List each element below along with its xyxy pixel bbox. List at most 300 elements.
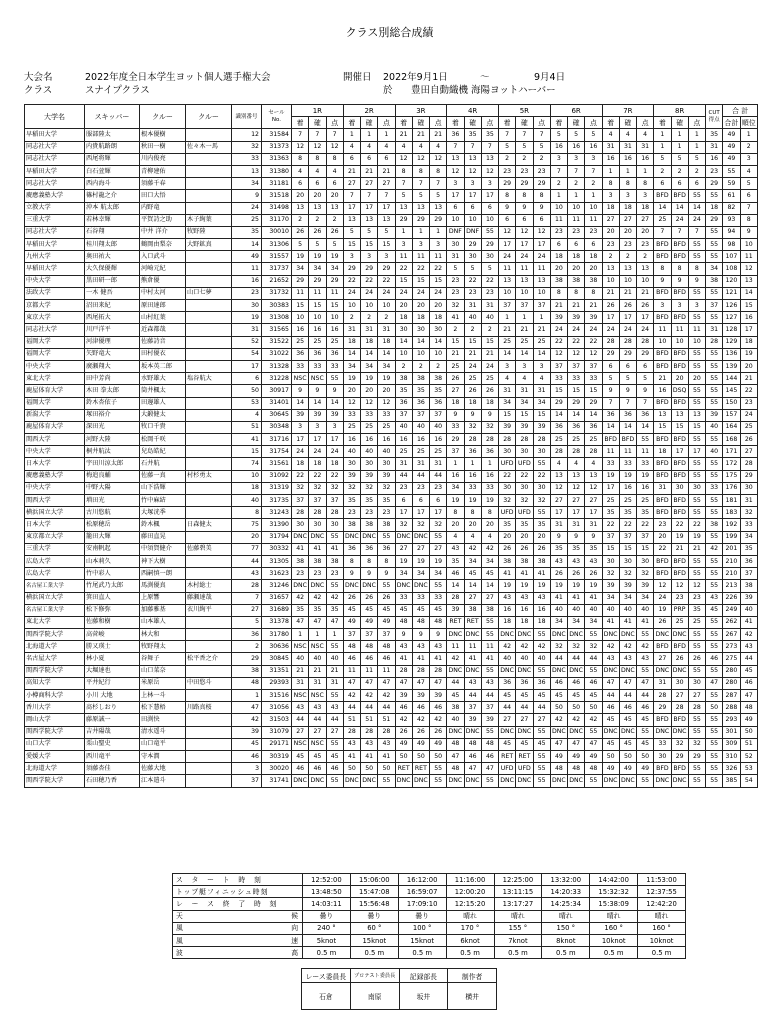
cell-total: 129 (723, 336, 740, 348)
cell-race-score: DNC (464, 726, 481, 738)
cell-skipper: 安南帆起 (85, 543, 140, 555)
cell-race-score: 16 (326, 324, 343, 336)
cell-race-score: 29 (326, 275, 343, 287)
cell-race-score: 31 (637, 141, 654, 153)
cell-race-score: 45 (602, 714, 619, 726)
cell-race-score: 37 (550, 360, 567, 372)
cell-race-score: 26 (430, 726, 447, 738)
cell-total: 128 (723, 324, 740, 336)
cell-race-score: 36 (619, 409, 636, 421)
cell-race-score: 7 (447, 141, 464, 153)
cell-race-score: 42 (481, 543, 498, 555)
cell-race-score: 55 (481, 226, 498, 238)
cell-race-score: 16 (516, 604, 533, 616)
cell-race-score: 11 (637, 446, 654, 458)
cell-sail-id: 7 (232, 592, 262, 604)
cell-cut: 18 (706, 202, 723, 214)
cell-race-score: 8 (568, 287, 585, 299)
cell-race-score: 41 (637, 616, 654, 628)
cell-crew1: 山口竜平 (140, 738, 186, 750)
cell-race-score: 34 (412, 568, 429, 580)
cell-race-score: 9 (309, 385, 326, 397)
cell-race-score: 23 (361, 507, 378, 519)
cell-race-score: 36 (637, 409, 654, 421)
cell-race-score: 38 (464, 604, 481, 616)
race-conditions-table (172, 873, 686, 959)
condition-value: 10knot (590, 934, 638, 946)
cell-race-score: 35 (619, 507, 636, 519)
header-total: 合 計 (723, 105, 758, 117)
cell-sail-no: 31732 (262, 287, 292, 299)
cell-race-score: 18 (516, 616, 533, 628)
cell-race-score: 10 (637, 275, 654, 287)
cell-race-score: DNC (671, 726, 688, 738)
cell-race-score: 3 (378, 251, 395, 263)
cell-crew2 (186, 324, 232, 336)
cell-total: 136 (723, 348, 740, 360)
cell-sail-id: 34 (232, 178, 262, 190)
cell-race-score: 32 (481, 421, 498, 433)
cell-cut: 37 (706, 300, 723, 312)
cell-univ: 同志社大学 (25, 226, 85, 238)
cell-race-score: DNC (671, 629, 688, 641)
cell-race-score: 40 (619, 604, 636, 616)
cell-race-score: 12 (516, 226, 533, 238)
cell-univ: 早稲田大学 (25, 263, 85, 275)
cell-crew1: 平賀詩之助 (140, 214, 186, 226)
cell-race-score: 7 (637, 397, 654, 409)
cell-race-score: 26 (654, 616, 671, 628)
cell-race-score: 18 (637, 202, 654, 214)
cell-race-score: 20 (395, 300, 412, 312)
cell-race-score: 38 (309, 555, 326, 567)
result-row (25, 738, 758, 750)
cell-race-score: RET (516, 750, 533, 762)
cell-race-score: 55 (585, 726, 602, 738)
cell-crew2 (186, 738, 232, 750)
cell-race-score: 1 (602, 165, 619, 177)
condition-label: レ ー ス 終 了 時 刻 (173, 898, 303, 910)
cell-race-score: 48 (378, 641, 395, 653)
cell-race-score: 35 (343, 495, 360, 507)
cell-race-score: BFD (654, 458, 671, 470)
cell-race-score: 25 (533, 336, 550, 348)
cell-race-score: 12 (412, 153, 429, 165)
cell-skipper: 佐藤和樹 (85, 616, 140, 628)
result-row (25, 763, 758, 775)
cell-race-score: 27 (688, 690, 705, 702)
cell-race-score: 38 (481, 604, 498, 616)
cell-race-score: 13 (395, 202, 412, 214)
cell-race-score: 2 (568, 178, 585, 190)
cell-race-score: 50 (378, 763, 395, 775)
cell-race-score: 32 (637, 568, 654, 580)
cell-race-score: 29 (292, 275, 309, 287)
cell-sail-no: 31754 (262, 446, 292, 458)
cell-race-score: 35 (395, 385, 412, 397)
cell-race-score: 6 (481, 202, 498, 214)
cell-univ: 中央大学 (25, 275, 85, 287)
cell-race-score: 33 (378, 409, 395, 421)
cell-race-score: 26 (619, 300, 636, 312)
cell-cut: 55 (706, 531, 723, 543)
cell-race-score: 1 (481, 458, 498, 470)
cell-race-score: 1 (499, 312, 516, 324)
cell-race-score: 41 (585, 592, 602, 604)
cell-total: 139 (723, 360, 740, 372)
cell-race-score: 39 (499, 421, 516, 433)
cell-rank: 33 (740, 519, 758, 531)
cell-race-score: 4 (516, 373, 533, 385)
cell-race-score: 42 (395, 714, 412, 726)
cell-rank: 8 (740, 214, 758, 226)
cell-cut: 55 (706, 373, 723, 385)
cell-race-score: 23 (447, 287, 464, 299)
cell-race-score: 40 (585, 604, 602, 616)
results-table (24, 104, 758, 788)
cell-crew1: 筒井楓太 (140, 385, 186, 397)
cell-race-score: 3 (585, 153, 602, 165)
cell-sail-no: 31401 (262, 397, 292, 409)
cell-race-score: 11 (447, 641, 464, 653)
cell-sail-id: 38 (232, 665, 262, 677)
cell-univ: 同志社大学 (25, 324, 85, 336)
cell-race-score: 13 (481, 153, 498, 165)
cell-sail-id: 13 (232, 165, 262, 177)
cell-skipper: 河野大陸 (85, 434, 140, 446)
cell-race-score: 15 (654, 421, 671, 433)
date-end: 9月4日 (534, 72, 566, 83)
cell-race-score: DNC (361, 775, 378, 787)
cell-race-score: 20 (654, 531, 671, 543)
cell-race-score: 20 (378, 385, 395, 397)
cell-race-score: 9 (343, 568, 360, 580)
cell-cut: 55 (706, 348, 723, 360)
cell-univ: 小樽商科大学 (25, 690, 85, 702)
header-race-1: 1R (292, 105, 344, 117)
cell-skipper: 藤原誠一 (85, 714, 140, 726)
cell-race-score: 1 (550, 190, 567, 202)
cell-race-score: BFD (619, 434, 636, 446)
condition-value: 100 ° (398, 922, 446, 934)
page-title: クラス別総合成績 (345, 26, 434, 39)
cell-race-score: 35 (464, 129, 481, 141)
cell-race-score: 55 (688, 251, 705, 263)
cell-race-score: 55 (430, 580, 447, 592)
cell-race-score: 41 (309, 543, 326, 555)
cell-race-score: 43 (412, 641, 429, 653)
cell-race-score: 40 (568, 604, 585, 616)
cell-race-score: 45 (516, 738, 533, 750)
cell-sail-id: 4 (232, 409, 262, 421)
cell-race-score: DNC (602, 775, 619, 787)
cell-race-score: 35 (637, 507, 654, 519)
cell-univ: 名古屋工業大学 (25, 580, 85, 592)
cell-race-score: 26 (326, 226, 343, 238)
condition-value: 曇り (303, 910, 351, 922)
cell-race-score: 24 (533, 251, 550, 263)
cell-race-score: 5 (533, 141, 550, 153)
cell-race-score: 20 (568, 263, 585, 275)
cell-sail-no: 31390 (262, 519, 292, 531)
cell-total: 262 (723, 616, 740, 628)
condition-value: 曇り (398, 910, 446, 922)
cell-race-score: BFD (654, 555, 671, 567)
cell-race-score: 6 (395, 495, 412, 507)
cell-race-score: 30 (516, 446, 533, 458)
cell-total: 293 (723, 714, 740, 726)
cell-race-score: 15 (671, 421, 688, 433)
cell-race-score: 31 (516, 385, 533, 397)
cell-cut: 55 (706, 434, 723, 446)
cell-race-score: 30 (671, 677, 688, 689)
cell-race-score: 8 (654, 263, 671, 275)
cell-race-score: 29 (378, 263, 395, 275)
cell-race-score: 19 (343, 373, 360, 385)
cell-race-score: 55 (430, 775, 447, 787)
cell-race-score: 49 (412, 738, 429, 750)
cell-race-score: 23 (481, 287, 498, 299)
cell-race-score: 39 (395, 690, 412, 702)
cell-race-score: UFD (516, 458, 533, 470)
cell-race-score: 23 (516, 165, 533, 177)
cell-race-score: 1 (516, 312, 533, 324)
cell-race-score: 30 (326, 519, 343, 531)
cell-sail-no: 31498 (262, 202, 292, 214)
condition-label-left: 風 (176, 924, 184, 933)
cell-race-score: DNC (550, 665, 567, 677)
cell-race-score: 20 (292, 190, 309, 202)
cell-race-score: NSC (309, 690, 326, 702)
cell-race-score: 48 (361, 641, 378, 653)
cell-race-score: 8 (516, 190, 533, 202)
cell-race-score: 30 (499, 446, 516, 458)
cell-race-score: 40 (447, 714, 464, 726)
cell-race-score: 17 (550, 507, 567, 519)
cell-crew1: 谷舞子 (140, 653, 186, 665)
cell-race-score: 34 (602, 592, 619, 604)
cell-race-score: 55 (688, 665, 705, 677)
cell-race-score: 19 (481, 495, 498, 507)
cell-race-score: 1 (343, 129, 360, 141)
cell-race-score: 24 (309, 446, 326, 458)
condition-label-right: 候 (291, 912, 299, 921)
cell-race-score: 14 (343, 348, 360, 360)
cell-crew2 (186, 336, 232, 348)
cell-race-score: 30 (516, 482, 533, 494)
cell-race-score: 4 (361, 141, 378, 153)
cell-race-score: 25 (654, 214, 671, 226)
cell-sail-id: 3 (232, 763, 262, 775)
cell-race-score: 35 (585, 543, 602, 555)
cell-race-score: 5 (464, 263, 481, 275)
cell-race-score: 36 (343, 543, 360, 555)
cell-sail-id: 40 (232, 495, 262, 507)
cell-race-score: 1 (688, 129, 705, 141)
cell-race-score: 30 (688, 677, 705, 689)
cell-total: 280 (723, 665, 740, 677)
cell-skipper: 鈴木杏依子 (85, 397, 140, 409)
cell-race-score: 9 (430, 629, 447, 641)
cell-race-score: 8 (412, 165, 429, 177)
cell-race-score: 55 (481, 629, 498, 641)
cell-race-score: 14 (516, 348, 533, 360)
cell-race-score: 6 (688, 178, 705, 190)
condition-value: 15:06:00 (350, 874, 398, 886)
condition-value: 0.5 m (398, 947, 446, 959)
cell-sail-id: 33 (232, 153, 262, 165)
cell-race-score: 28 (378, 726, 395, 738)
cell-race-score: 26 (671, 653, 688, 665)
cell-race-score: 19 (361, 373, 378, 385)
cell-race-score: 28 (585, 446, 602, 458)
cell-race-score: 28 (481, 434, 498, 446)
cell-race-score: 4 (292, 165, 309, 177)
cell-race-score: 27 (499, 714, 516, 726)
cell-race-score: 15 (550, 385, 567, 397)
cell-race-score: 35 (412, 385, 429, 397)
cell-race-score: 38 (361, 519, 378, 531)
cell-race-score: 25 (361, 421, 378, 433)
cell-skipper: 沖本 航太郎 (85, 202, 140, 214)
cell-race-score: 32 (550, 641, 567, 653)
cell-skipper: 須藤杏佳 (85, 763, 140, 775)
cell-race-score: 4 (343, 141, 360, 153)
cell-race-score: BFD (671, 251, 688, 263)
cell-race-score: 55 (430, 531, 447, 543)
cell-race-score: 12 (361, 397, 378, 409)
cell-race-score: 22 (464, 275, 481, 287)
cell-race-score: 44 (499, 702, 516, 714)
cell-race-score: 14 (619, 421, 636, 433)
cell-race-score: 6 (637, 360, 654, 372)
cell-race-score: 55 (688, 555, 705, 567)
cell-race-score: 30 (533, 482, 550, 494)
cell-sail-id: 45 (232, 738, 262, 750)
cell-crew1: 兒島皓紀 (140, 446, 186, 458)
cell-race-score: 15 (412, 275, 429, 287)
cell-univ: 福岡大学 (25, 336, 85, 348)
cell-race-score: 35 (533, 519, 550, 531)
cell-race-score: 9 (516, 202, 533, 214)
cell-race-score: UFD (499, 507, 516, 519)
cell-race-score: 46 (309, 763, 326, 775)
cell-race-score: 33 (464, 482, 481, 494)
cell-race-score: 4 (481, 531, 498, 543)
cell-race-score: 50 (568, 702, 585, 714)
cell-sail-no: 31716 (262, 434, 292, 446)
cell-race-score: 26 (637, 300, 654, 312)
cell-race-score: 30 (395, 324, 412, 336)
cell-race-score: 17 (499, 239, 516, 251)
cell-rank: 41 (740, 616, 758, 628)
cell-race-score: 18 (292, 458, 309, 470)
cell-race-score: 6 (516, 214, 533, 226)
cell-race-score: 45 (619, 714, 636, 726)
cell-race-score: 33 (361, 409, 378, 421)
cell-race-score: 10 (412, 348, 429, 360)
cell-race-score: 31 (464, 300, 481, 312)
cell-race-score: 21 (619, 287, 636, 299)
cell-race-score: DNC (602, 629, 619, 641)
cell-race-score: 8 (533, 190, 550, 202)
cell-race-score: 37 (637, 531, 654, 543)
cell-sail-id: 2 (232, 641, 262, 653)
cell-race-score: 55 (585, 629, 602, 641)
cell-race-score: 15 (688, 421, 705, 433)
cell-race-score: 25 (292, 336, 309, 348)
condition-value: 0.5 m (350, 947, 398, 959)
cell-sail-no: 31565 (262, 324, 292, 336)
result-row (25, 409, 758, 421)
cell-total: 49 (723, 129, 740, 141)
cell-race-score: 2 (464, 324, 481, 336)
cell-race-score: 1 (568, 190, 585, 202)
signature-name: 横井 (448, 983, 497, 1010)
cell-race-score: 43 (533, 592, 550, 604)
cell-crew1: 中井 洋介 (140, 226, 186, 238)
cell-sail-no: 31373 (262, 141, 292, 153)
cell-skipper: 梅追良輔 (85, 470, 140, 482)
cell-race-score: 11 (619, 446, 636, 458)
cell-race-score: 27 (550, 495, 567, 507)
cell-race-score: 4 (412, 141, 429, 153)
cell-race-score: 40 (516, 653, 533, 665)
cell-sail-id: 18 (232, 482, 262, 494)
cell-race-score: 5 (343, 226, 360, 238)
cell-race-score: 1 (671, 141, 688, 153)
cell-cut: 55 (706, 458, 723, 470)
cell-sail-id: 74 (232, 458, 262, 470)
cell-sail-no: 31228 (262, 373, 292, 385)
cell-univ: 関西学院大学 (25, 726, 85, 738)
cell-total: 55 (723, 165, 740, 177)
cell-race-score: 33 (585, 373, 602, 385)
cell-race-score: 22 (550, 336, 567, 348)
cell-race-score: DNC (602, 726, 619, 738)
cell-race-score: 5 (481, 263, 498, 275)
cell-race-score: 26 (412, 726, 429, 738)
cell-race-score: 44 (550, 653, 567, 665)
cell-race-score: 27 (412, 543, 429, 555)
cell-race-score: 21 (516, 324, 533, 336)
cell-race-score: NSC (292, 641, 309, 653)
cell-race-score: BFD (671, 470, 688, 482)
cell-race-score: 5 (550, 129, 567, 141)
cell-race-score: 25 (637, 495, 654, 507)
cell-race-score: 22 (292, 470, 309, 482)
condition-value: 15:56:48 (350, 898, 398, 910)
cell-race-score: 42 (361, 690, 378, 702)
cell-race-score: 45 (412, 604, 429, 616)
cell-race-score: 8 (447, 507, 464, 519)
cell-crew1: 佐藤大地 (140, 763, 186, 775)
cell-sail-id: 30 (232, 300, 262, 312)
cell-race-score: 20 (671, 373, 688, 385)
condition-value: 15knot (350, 934, 398, 946)
cell-race-score: 3 (292, 421, 309, 433)
cell-race-score: 12 (688, 580, 705, 592)
cell-sail-no: 30010 (262, 226, 292, 238)
cell-univ: 横浜国立大学 (25, 592, 85, 604)
cell-race-score: 40 (602, 604, 619, 616)
cell-race-score: 7 (619, 397, 636, 409)
cell-race-score: 9 (481, 409, 498, 421)
cell-race-score: 10 (499, 287, 516, 299)
cell-race-score: 30 (637, 555, 654, 567)
cell-race-score: BFD (671, 568, 688, 580)
cell-race-score: DNC (361, 580, 378, 592)
